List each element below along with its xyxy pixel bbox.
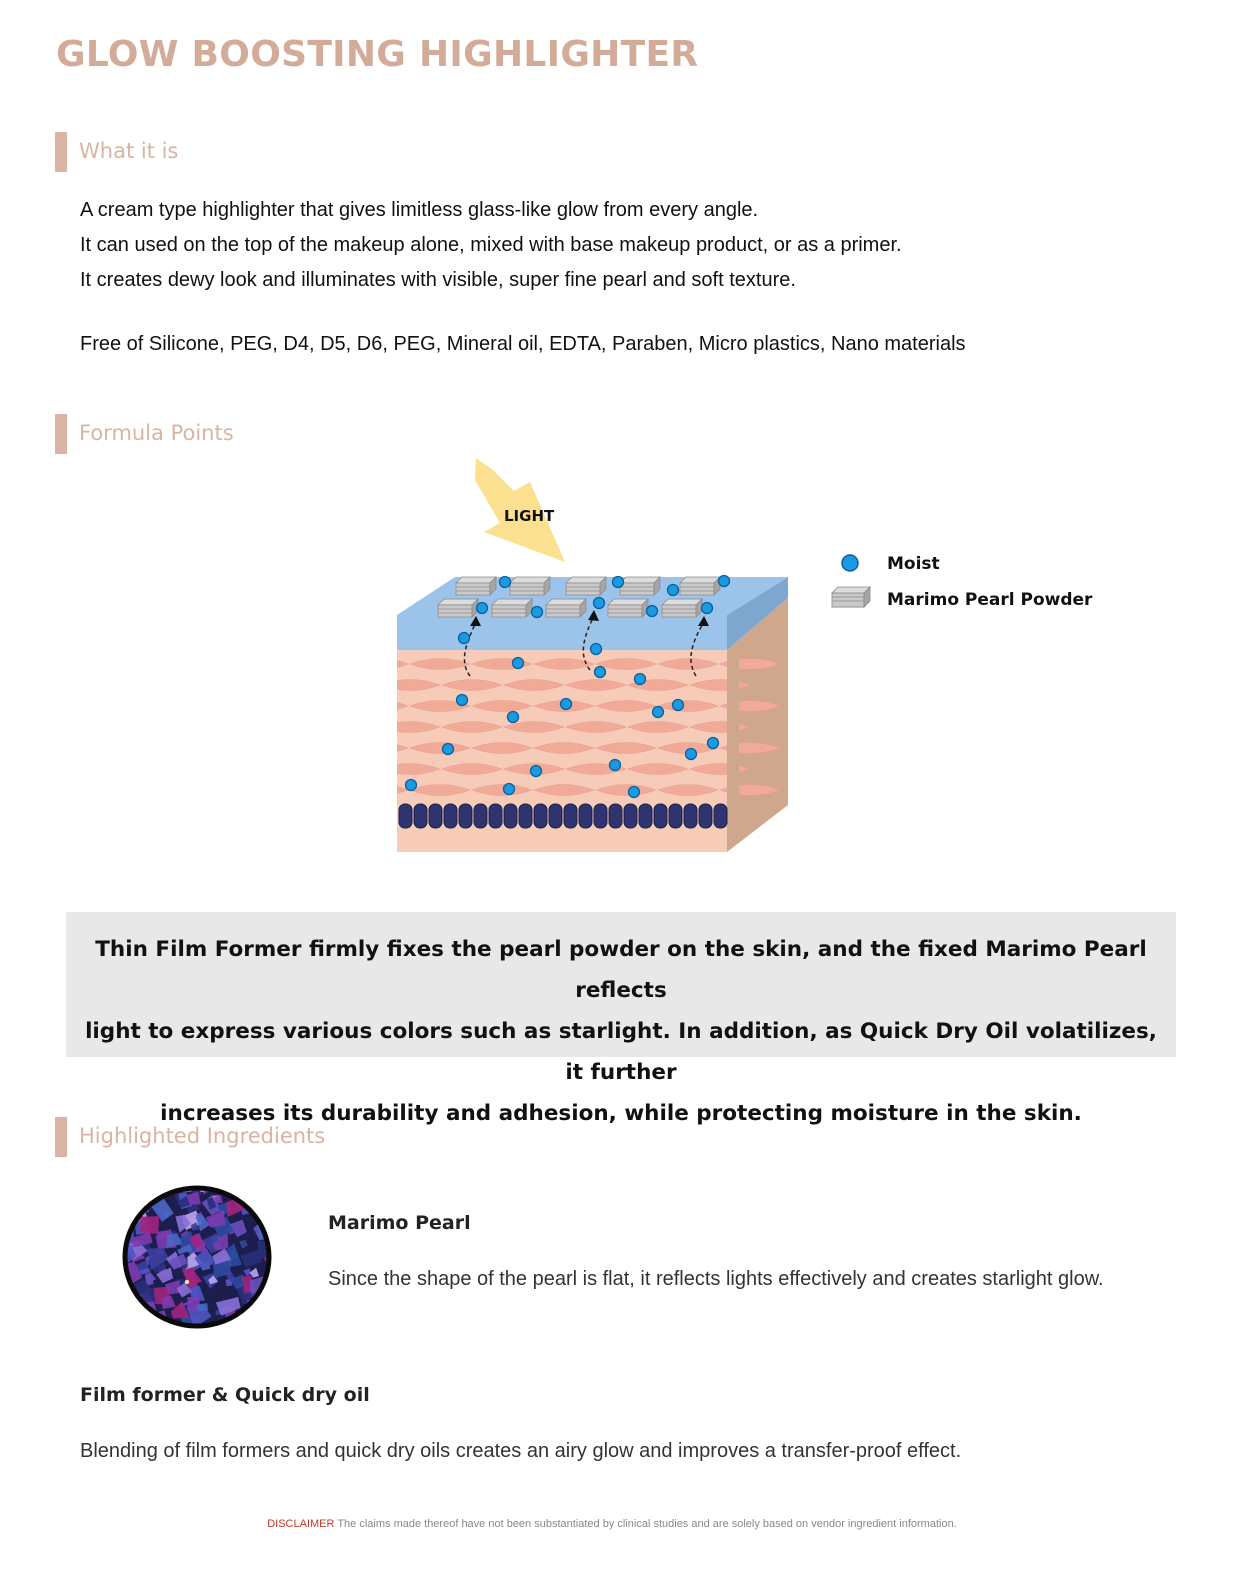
marimo-pearl-photo (121, 1184, 273, 1330)
moisture-drop (668, 585, 679, 596)
moisture-drop (647, 606, 658, 617)
section-title: Highlighted Ingredients (79, 1124, 326, 1148)
basal-cell (714, 804, 727, 828)
pearl-stack (492, 599, 532, 617)
moisture-drop (595, 667, 606, 678)
basal-cell (504, 804, 517, 828)
pearl-top (438, 599, 478, 605)
moisture-drop (635, 674, 646, 685)
pearl-top (546, 599, 586, 605)
crystal-shard (127, 1203, 135, 1213)
moisture-drop (653, 707, 664, 718)
pearl-stack (438, 599, 478, 617)
pearl-front (492, 605, 526, 617)
skin-layer-diagram (380, 450, 1100, 870)
basal-cell (444, 804, 457, 828)
pearl-front (566, 583, 600, 595)
disclaimer-tag: DISCLAIMER (267, 1518, 335, 1530)
pearl-top (510, 577, 550, 583)
crystal-shard (256, 1184, 270, 1191)
crystal-shard (127, 1194, 138, 1204)
film-layer-front (397, 615, 727, 650)
disclaimer (0, 1518, 1224, 1530)
ingredient-description: Blending of film formers and quick dry oils creates an airy glow and improves a transfer-proof effect. (80, 1440, 962, 1462)
crystal-shard (137, 1184, 153, 1194)
crystal-shard (139, 1320, 155, 1330)
crystal-shard (232, 1184, 252, 1195)
pearl-top (620, 577, 660, 583)
section-title: Formula Points (79, 421, 234, 445)
cell-mask (380, 650, 397, 852)
moisture-drop (719, 576, 730, 587)
basal-cell (474, 804, 487, 828)
basal-cell (594, 804, 607, 828)
basal-cell (624, 804, 637, 828)
crystal-shard (143, 1186, 151, 1194)
basal-cell (654, 804, 667, 828)
section-accent-bar (55, 1117, 67, 1157)
description-line: It creates dewy look and illuminates with visible, super fine pearl and soft texture. (80, 269, 796, 291)
basal-cell (549, 804, 562, 828)
basal-cell (399, 804, 412, 828)
light-label: LIGHT (504, 507, 555, 525)
basal-cell (459, 804, 472, 828)
crystal-shard (128, 1200, 138, 1211)
free-of-list: Free of Silicone, PEG, D4, D5, D6, PEG, Mineral oil, EDTA, Paraben, Micro plastics, Nano materials (80, 333, 966, 355)
moisture-drop (686, 749, 697, 760)
basal-cell (534, 804, 547, 828)
pearl-front (662, 605, 696, 617)
pearl-stack (620, 577, 660, 595)
moisture-drop (443, 744, 454, 755)
basal-cell (429, 804, 442, 828)
callout-line: light to express various colors such as starlight. In addition, as Quick Dry Oil volatilizes, it further (85, 1019, 1157, 1085)
pearl-top (456, 577, 496, 583)
crystal-glint (185, 1280, 189, 1284)
crystal-shard (124, 1185, 138, 1199)
legend-label-pearl: Marimo Pearl Powder (887, 590, 1093, 610)
page-title: GLOW BOOSTING HIGHLIGHTER (56, 34, 699, 75)
description-line: It can used on the top of the makeup alone, mixed with base makeup product, or as a primer. (80, 234, 902, 256)
crystal-shard (261, 1184, 272, 1189)
moisture-drop (406, 780, 417, 791)
moisture-drop (708, 738, 719, 749)
moisture-drop (477, 603, 488, 614)
moisture-drop (591, 644, 602, 655)
pearl-stack (662, 599, 702, 617)
moisture-drop (531, 766, 542, 777)
crystal-shard (140, 1216, 159, 1234)
crystal-shard (121, 1196, 133, 1215)
pearl-top (566, 577, 606, 583)
callout-line: increases its durability and adhesion, while protecting moisture in the skin. (160, 1101, 1082, 1126)
basal-cell (684, 804, 697, 828)
moisture-drop (613, 577, 624, 588)
pearl-front (546, 605, 580, 617)
basal-cell (639, 804, 652, 828)
ingredient-name: Marimo Pearl (328, 1212, 471, 1234)
diagram-legend (832, 554, 1093, 610)
pearl-stack-icon (832, 587, 870, 607)
ingredient-name: Film former & Quick dry oil (80, 1384, 370, 1406)
crystal-shard (246, 1184, 265, 1197)
crystal-shard (162, 1326, 170, 1330)
section-accent-bar (55, 414, 67, 454)
callout-line: Thin Film Former firmly fixes the pearl powder on the skin, and the fixed Marimo Pearl reflects (95, 937, 1147, 1003)
blue-dot-icon (842, 555, 858, 571)
moisture-drop (673, 700, 684, 711)
disclaimer-text: The claims made thereof have not been substantiated by clinical studies and are solely based on vendor ingredient information. (337, 1518, 957, 1530)
pearl-stack (566, 577, 606, 595)
crystal-shard (131, 1184, 149, 1195)
moisture-drop (513, 658, 524, 669)
formula-callout-box (66, 912, 1176, 1126)
section-title: What it is (79, 139, 179, 163)
moisture-drop (457, 695, 468, 706)
section-accent-bar (55, 132, 67, 172)
pearl-top (608, 599, 648, 605)
moisture-drop (629, 787, 640, 798)
crystal-shard (263, 1322, 273, 1330)
pearl-front (456, 583, 490, 595)
pearl-stack (510, 577, 550, 595)
pearl-stack (608, 599, 648, 617)
pearl-stack (456, 577, 496, 595)
basal-cell (669, 804, 682, 828)
cell-mask (727, 650, 739, 800)
moisture-drop (702, 603, 713, 614)
moisture-drop (508, 712, 519, 723)
moisture-drop (610, 760, 621, 771)
product-description (80, 193, 902, 298)
basal-cell (699, 804, 712, 828)
moisture-drop (504, 784, 515, 795)
pearl-front (438, 605, 472, 617)
pearl-front (510, 583, 544, 595)
moisture-drop (594, 598, 605, 609)
basal-cell (414, 804, 427, 828)
pearl-front (620, 583, 654, 595)
moisture-drop (500, 577, 511, 588)
crystal-shard (264, 1306, 271, 1313)
pearl-top (680, 577, 720, 583)
basal-cell (579, 804, 592, 828)
crystal-shard (241, 1318, 255, 1330)
pearl-front (680, 583, 714, 595)
basal-cell (489, 804, 502, 828)
crystal-shard (260, 1191, 273, 1205)
moisture-drop (532, 607, 543, 618)
crystal-shard (247, 1184, 253, 1192)
pearl-top (662, 599, 702, 605)
basal-cell (519, 804, 532, 828)
description-line: A cream type highlighter that gives limitless glass-like glow from every angle. (80, 199, 759, 221)
legend-label-moist: Moist (887, 554, 940, 574)
moisture-drop (561, 699, 572, 710)
pearl-stack (546, 599, 586, 617)
pearl-stack (680, 577, 720, 595)
basal-cell (609, 804, 622, 828)
basal-cell (564, 804, 577, 828)
crystal-shard (235, 1184, 249, 1193)
ingredient-description: Since the shape of the pearl is flat, it reflects lights effectively and creates starlight glow. (328, 1268, 1104, 1290)
moisture-drop (459, 633, 470, 644)
pearl-front (608, 605, 642, 617)
crystal-shard (259, 1198, 273, 1216)
pearl-top (492, 599, 532, 605)
